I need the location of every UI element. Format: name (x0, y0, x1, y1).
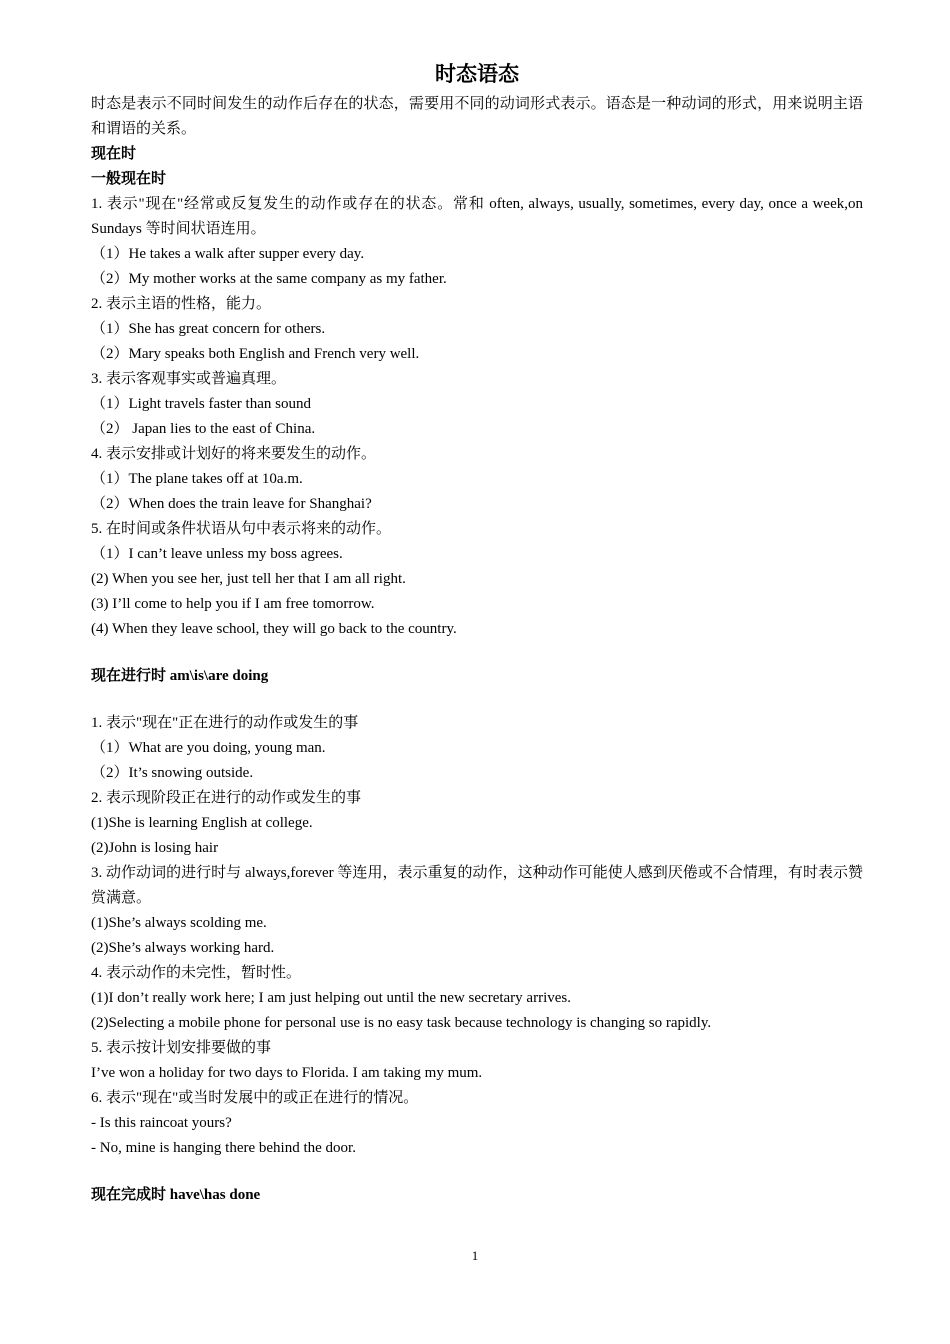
simple-present-line: 4. 表示安排或计划好的将来要发生的动作。 (91, 446, 377, 462)
present-progressive-line: (1)She is learning English at college. (91, 815, 313, 831)
simple-present-line: （1）The plane takes off at 10a.m. (91, 471, 303, 487)
subsection-heading-present-progressive: 现在进行时 am\is\are doing (91, 668, 269, 684)
present-progressive-line: 3. 动作动词的进行时与 always,forever 等连用，表示重复的动作，这种动作可能使人感到厌倦或不合情理，有时表示赞赏满意。 (91, 865, 863, 906)
subsection-heading-simple-present: 一般现在时 (91, 171, 167, 187)
simple-present-line: (2) When you see her, just tell her that I am all right. (91, 571, 406, 587)
present-progressive-line: (2)She’s always working hard. (91, 940, 275, 956)
present-progressive-line: 1. 表示"现在"正在进行的动作或发生的事 (91, 715, 359, 731)
present-progressive-line: 4. 表示动作的未完性，暂时性。 (91, 965, 302, 981)
present-progressive-line: (2)John is losing hair (91, 840, 219, 856)
blank-line (91, 689, 863, 711)
simple-present-line: （1）I can’t leave unless my boss agrees. (91, 546, 343, 562)
simple-present-line: 5. 在时间或条件状语从句中表示将来的动作。 (91, 521, 392, 537)
simple-present-line: （2）My mother works at the same company as my father. (91, 271, 447, 287)
present-progressive-line: 6. 表示"现在"或当时发展中的或正在进行的情况。 (91, 1090, 419, 1106)
simple-present-line: (3) I’ll come to help you if I am free tomorrow. (91, 596, 375, 612)
simple-present-line: 3. 表示客观事实或普遍真理。 (91, 371, 287, 387)
simple-present-line: （2）When does the train leave for Shanghai? (91, 496, 372, 512)
simple-present-line: （1）Light travels faster than sound (91, 396, 311, 412)
simple-present-line: （2）Mary speaks both English and French very well. (91, 346, 420, 362)
present-progressive-line: I’ve won a holiday for two days to Florida. I am taking my mum. (91, 1065, 483, 1081)
section-heading-present: 现在时 (91, 146, 137, 162)
present-progressive-line: - No, mine is hanging there behind the door. (91, 1140, 356, 1156)
present-progressive-line: （1）What are you doing, young man. (91, 740, 326, 756)
page-number: 1 (471, 1248, 479, 1263)
document-title: 时态语态 (435, 63, 519, 86)
simple-present-line: （1）He takes a walk after supper every day. (91, 246, 365, 262)
simple-present-line: 2. 表示主语的性格，能力。 (91, 296, 272, 312)
document-page (91, 60, 863, 1208)
present-progressive-line: 2. 表示现阶段正在进行的动作或发生的事 (91, 790, 362, 806)
present-progressive-line: （2）It’s snowing outside. (91, 765, 254, 781)
blank-line (91, 642, 863, 664)
intro-paragraph: 时态是表示不同时间发生的动作后存在的状态，需要用不同的动词形式表示。语态是一种动词的形式，用来说明主语和谓语的关系。 (91, 96, 863, 137)
simple-present-line: 1. 表示"现在"经常或反复发生的动作或存在的状态。常和 often, always, usually, sometimes, every day, once a week,on Sundays 等时间状语连用。 (91, 196, 863, 237)
simple-present-line: (4) When they leave school, they will go back to the country. (91, 621, 457, 637)
present-progressive-line: (1)She’s always scolding me. (91, 915, 267, 931)
present-progressive-line: - Is this raincoat yours? (91, 1115, 232, 1131)
present-progressive-line: (2)Selecting a mobile phone for personal use is no easy task because technology is changing so rapidly. (91, 1015, 712, 1031)
simple-present-line: （1）She has great concern for others. (91, 321, 326, 337)
blank-line (91, 1161, 863, 1183)
present-progressive-line: 5. 表示按计划安排要做的事 (91, 1040, 272, 1056)
subsection-heading-present-perfect: 现在完成时 have\has done (91, 1187, 261, 1203)
present-progressive-line: (1)I don’t really work here; I am just helping out until the new secretary arrives. (91, 990, 571, 1006)
simple-present-line: （2） Japan lies to the east of China. (91, 421, 316, 437)
